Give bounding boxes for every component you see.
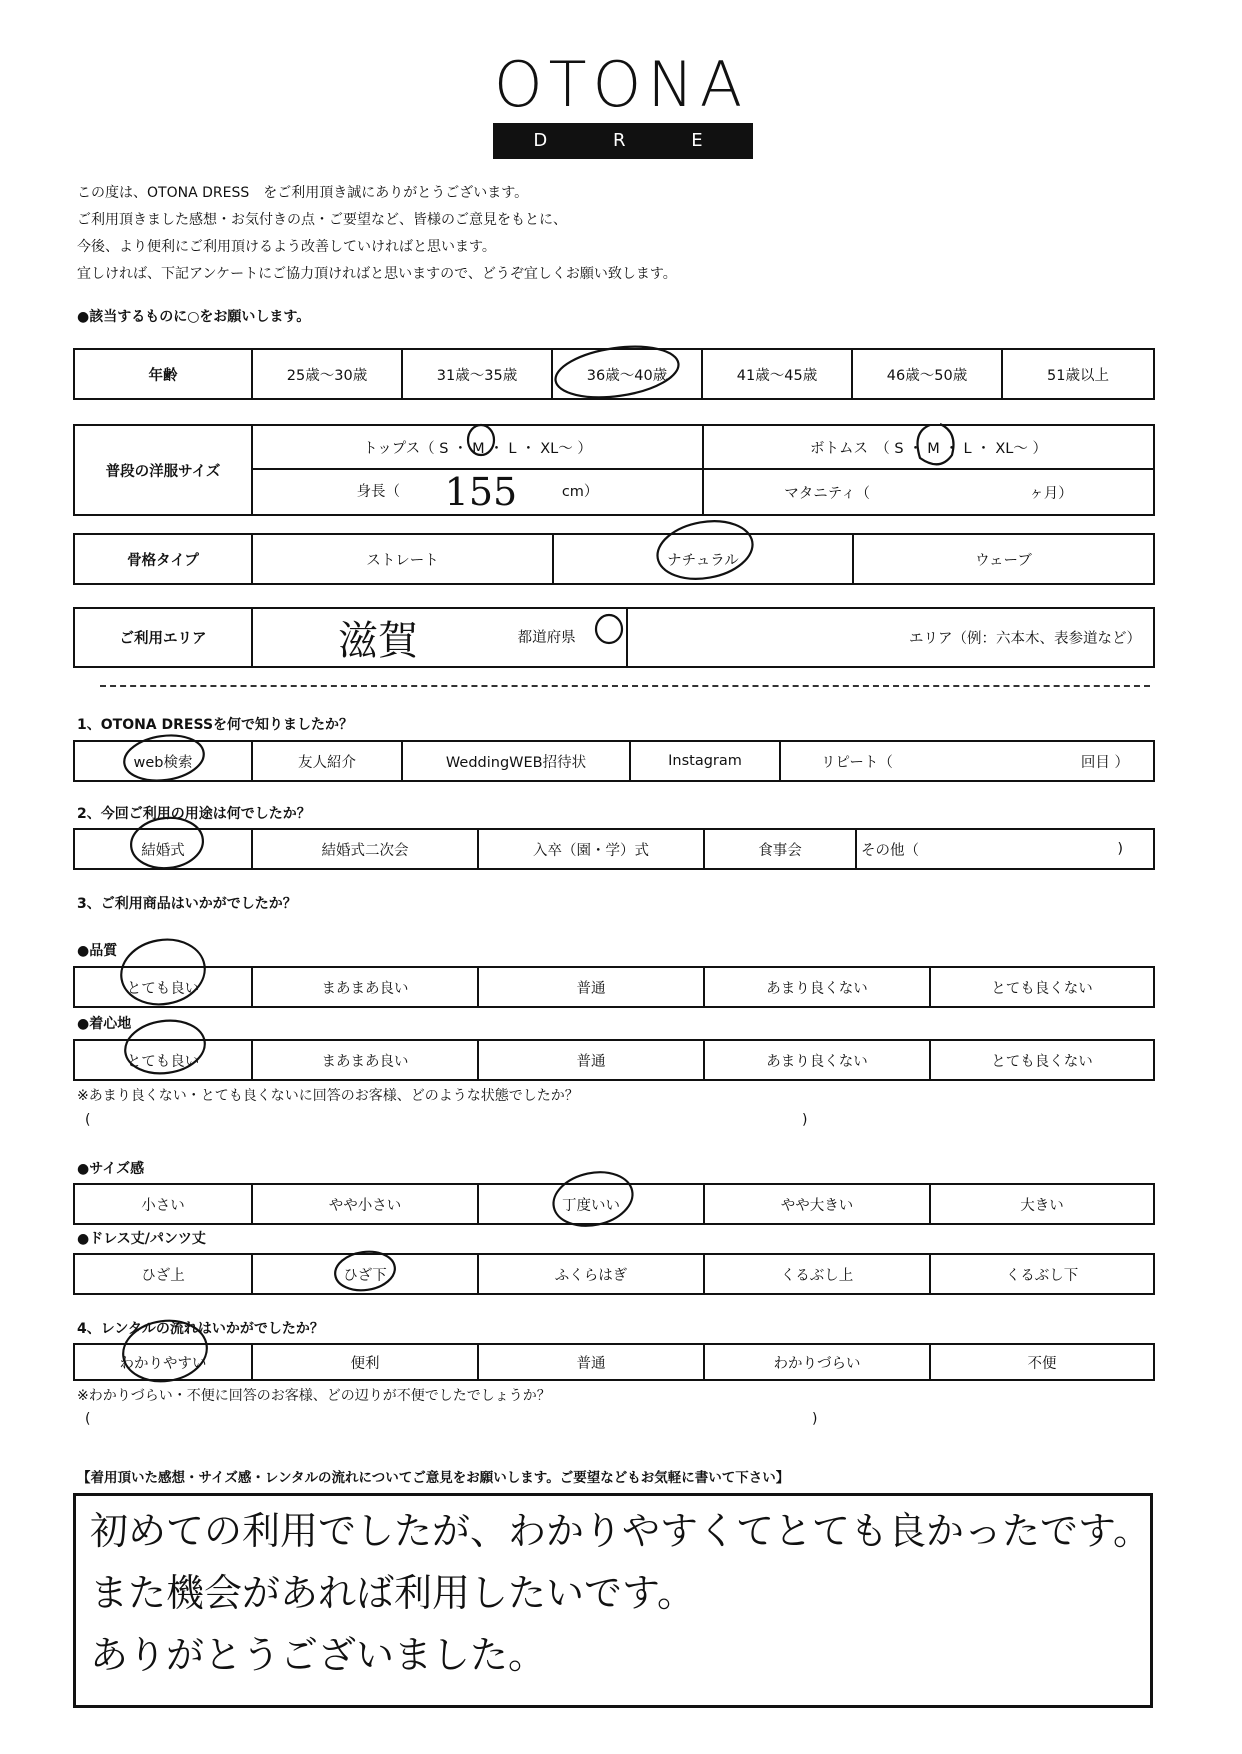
comfort-option[interactable]: まあまあ良い [252,1040,478,1080]
size-label: 普段の洋服サイズ [74,425,252,515]
age-label: 年齢 [74,349,252,399]
inconvenience-note: ※わかりづらい・不便に回答のお客様、どの辺りが不便でしたでしょうか？ [77,1388,551,1404]
bad-note: ※あまり良くない・とても良くないに回答のお客様、どのような状態でしたか？ [77,1088,579,1104]
bad-answer-open: ( [85,1112,91,1128]
body-type-option[interactable]: ストレート [252,534,553,584]
prefecture-value: 滋賀 [338,618,418,664]
bad-answer-close: ) [802,1112,808,1128]
maternity-unit: ヶ月） [1029,485,1073,502]
height-label: 身長（ [356,484,401,500]
age-option[interactable]: 51歳以上 [1002,349,1154,399]
fit-table [73,1183,1155,1225]
quality-option[interactable]: とても良い [74,967,252,1007]
comfort-option[interactable]: とても良い [74,1040,252,1080]
age-option[interactable]: 25歳～30歳 [252,349,402,399]
intro-line: ご利用頂きました感想・お気付きの点・ご要望など、皆様のご意見をもとに、 [77,212,567,228]
intro-line: 宜しければ、下記アンケートにご協力頂ければと思いますので、どうぞ宜しくお願い致します。 [77,266,677,282]
age-table [73,348,1155,400]
fit-label: ●サイズ感 [77,1161,145,1177]
intro-line: 今後、より便利にご利用頂けるよう改善していければと思います。 [77,239,496,255]
quality-option[interactable]: まあまあ良い [252,967,478,1007]
q2-option[interactable]: 入卒（園・学）式 [478,829,704,869]
age-option[interactable]: 36歳～40歳 [552,349,702,399]
comfort-option[interactable]: あまり良くない [704,1040,930,1080]
q3-title: 3、ご利用商品はいかがでしたか？ [77,896,297,912]
brand-logo-sub: D R E S S [493,123,753,159]
q2-option[interactable]: 結婚式 [74,829,252,869]
intro-line: この度は、OTONA DRESS をご利用頂き誠にありがとうございます。 [77,185,529,201]
q1-option-repeat[interactable]: リピート（ [780,741,950,781]
body-type-option[interactable]: ナチュラル [553,534,853,584]
comment-line: また機会があれば利用したいです。 [90,1571,695,1615]
area-label: ご利用エリア [74,608,252,667]
q1-option[interactable]: WeddingWEB招待状 [402,741,630,781]
q4-option[interactable]: わかりやすい [74,1344,252,1380]
q1-option[interactable]: Instagram [630,741,780,781]
body-type-option[interactable]: ウェーブ [853,534,1154,584]
length-option[interactable]: くるぶし下 [930,1254,1154,1294]
area-table [73,607,1155,668]
height-field[interactable] [252,469,703,515]
handwritten-comment [90,1500,1151,1686]
area-field[interactable] [627,608,1154,667]
height-value: 155 [444,470,518,514]
q4-option[interactable]: 便利 [252,1344,478,1380]
quality-label: ●品質 [77,943,118,959]
prefecture-unit: 都道府県 [517,629,576,646]
comfort-table [73,1039,1155,1081]
length-option[interactable]: くるぶし上 [704,1254,930,1294]
divider [100,685,1150,687]
body-type-table [73,533,1155,585]
inconv-answer-open: ( [85,1411,91,1427]
q1-option[interactable]: web検索 [74,741,252,781]
q2-option-other[interactable]: その他（ [856,829,1016,869]
q2-option[interactable]: 食事会 [704,829,856,869]
maternity-field[interactable] [703,469,1154,515]
area-hint: エリア（例：六本木、表参道など） [909,631,1141,647]
length-label: ●ドレス丈/パンツ丈 [77,1231,206,1247]
length-option[interactable]: ふくらはぎ [478,1254,704,1294]
fit-option[interactable]: やや大きい [704,1184,930,1224]
fit-option[interactable]: やや小さい [252,1184,478,1224]
q2-title: 2、今回ご利用の用途は何でしたか？ [77,806,311,822]
q4-option[interactable]: 普通 [478,1344,704,1380]
section-heading: ●該当するものに○をお願いします。 [77,309,311,325]
tops-size[interactable]: トップス（ S ・ M ・ L ・ XL～ ） [252,425,703,469]
length-option[interactable]: ひざ下 [252,1254,478,1294]
maternity-label: マタニティ（ [784,485,871,502]
q1-table [73,740,1155,782]
quality-option[interactable]: とても良くない [930,967,1154,1007]
size-table [73,424,1155,516]
bottoms-size[interactable]: ボトムス （ S ・ M ・ L ・ XL～ ） [703,425,1154,469]
comment-title: 【着用頂いた感想・サイズ感・レンタルの流れについてご意見をお願いします。ご要望などもお気軽に書いて下さい】 [77,1470,790,1486]
inconv-answer-close: ) [812,1411,818,1427]
q2-option[interactable]: 結婚式二次会 [252,829,478,869]
q4-option[interactable]: 不便 [930,1344,1154,1380]
q4-table [73,1343,1155,1381]
intro-text [77,180,677,288]
fit-option[interactable]: 小さい [74,1184,252,1224]
q1-repeat-count[interactable]: 回目 ） [950,741,1154,781]
height-unit: cm） [561,484,599,500]
quality-option[interactable]: あまり良くない [704,967,930,1007]
comment-line: ありがとうございました。 [90,1633,547,1677]
body-type-label: 骨格タイプ [74,534,252,584]
brand-logo: OTONA [493,48,749,121]
fit-option[interactable]: 丁度いい [478,1184,704,1224]
prefecture-field[interactable] [252,608,627,667]
q2-table [73,828,1155,870]
q2-other-close: ) [1016,829,1154,869]
quality-table [73,966,1155,1008]
q4-option[interactable]: わかりづらい [704,1344,930,1380]
q1-option[interactable]: 友人紹介 [252,741,402,781]
fit-option[interactable]: 大きい [930,1184,1154,1224]
length-option[interactable]: ひざ上 [74,1254,252,1294]
q4-title: 4、レンタルの流れはいかがでしたか？ [77,1321,324,1337]
age-option[interactable]: 41歳～45歳 [702,349,852,399]
quality-option[interactable]: 普通 [478,967,704,1007]
comfort-option[interactable]: とても良くない [930,1040,1154,1080]
age-option[interactable]: 31歳～35歳 [402,349,552,399]
age-option[interactable]: 46歳～50歳 [852,349,1002,399]
comfort-label: ●着心地 [77,1016,132,1032]
comment-line: 初めての利用でしたが、わかりやすくてとても良かったです。 [90,1509,1151,1553]
comfort-option[interactable]: 普通 [478,1040,704,1080]
length-table [73,1253,1155,1295]
q1-title: 1、OTONA DRESSを何で知りましたか？ [77,717,354,733]
